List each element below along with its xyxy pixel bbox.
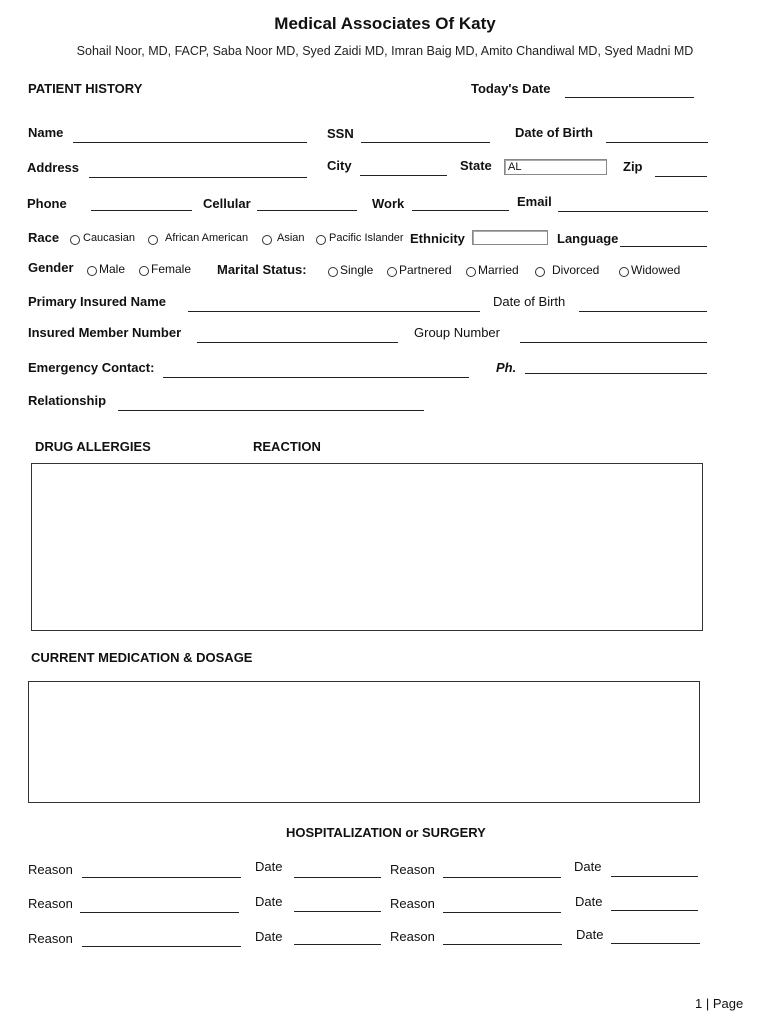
insured-dob-label: Date of Birth [493,294,566,309]
state-select[interactable]: AL [504,159,607,175]
emergency-phone-field[interactable] [525,373,707,374]
race-radio-african-american[interactable] [148,235,158,245]
form-title: Medical Associates Of Katy [274,14,496,33]
hosp-date-label: Date [576,927,604,942]
work-label: Work [372,196,405,211]
race-option-label: Asian [277,232,305,244]
race-option-label: Pacific Islander [329,232,404,244]
hosp-reason-field[interactable] [82,946,241,947]
drug-allergies-heading: DRUG ALLERGIES [35,439,151,454]
work-field[interactable] [412,210,509,211]
marital-status-label: Marital Status: [217,262,307,277]
emergency-contact-field[interactable] [163,377,469,378]
hosp-date-field[interactable] [611,943,700,944]
hosp-reason-field[interactable] [80,912,239,913]
todays-date-field[interactable] [565,97,694,98]
hospitalization-heading: HOSPITALIZATION or SURGERY [286,825,486,840]
insured-member-label: Insured Member Number [28,325,182,340]
hosp-date-field[interactable] [294,877,381,878]
gender-radio-female[interactable] [139,266,149,276]
hosp-date-field[interactable] [611,876,698,877]
hosp-reason-label: Reason [390,929,435,944]
zip-label: Zip [623,159,643,174]
hosp-date-label: Date [575,894,603,909]
race-radio-caucasian[interactable] [70,235,80,245]
hosp-reason-label: Reason [28,896,73,911]
primary-insured-label: Primary Insured Name [28,294,167,309]
current-medication-textarea[interactable] [28,681,700,803]
emergency-phone-label: Ph. [496,360,517,375]
marital-radio-single[interactable] [328,267,338,277]
hosp-reason-field[interactable] [443,877,561,878]
city-label: City [327,158,352,173]
dob-label: Date of Birth [515,125,593,140]
current-medication-heading: CURRENT MEDICATION & DOSAGE [31,650,253,665]
marital-radio-partnered[interactable] [387,267,397,277]
hosp-date-field[interactable] [294,911,381,912]
ethnicity-select[interactable] [472,230,548,245]
gender-option-label: Male [99,262,126,276]
race-option-label: African American [165,232,249,244]
hosp-reason-field[interactable] [82,877,241,878]
hosp-date-label: Date [574,859,602,874]
group-number-label: Group Number [414,325,500,340]
hosp-date-label: Date [255,859,283,874]
dob-field[interactable] [606,142,708,143]
email-label: Email [517,194,552,209]
marital-option-label: Widowed [631,263,681,277]
race-radio-pacific-islander[interactable] [316,235,326,245]
gender-label: Gender [28,260,74,275]
name-field[interactable] [73,142,307,143]
hosp-reason-label: Reason [28,862,73,877]
hosp-reason-field[interactable] [443,944,562,945]
marital-option-label: Single [340,263,374,277]
marital-radio-divorced[interactable] [535,267,545,277]
marital-option-label: Married [478,263,519,277]
race-label: Race [28,230,60,245]
gender-option-label: Female [151,262,192,276]
ethnicity-label: Ethnicity [410,231,465,246]
hosp-date-field[interactable] [294,944,381,945]
race-radio-asian[interactable] [262,235,272,245]
race-option-label: Caucasian [83,232,135,244]
zip-field[interactable] [655,176,707,177]
email-field[interactable] [558,211,708,212]
language-label: Language [557,231,619,246]
section-patient-history: PATIENT HISTORY [28,81,143,96]
hosp-date-field[interactable] [611,910,698,911]
hosp-reason-label: Reason [390,862,435,877]
city-field[interactable] [360,175,447,176]
marital-radio-widowed[interactable] [619,267,629,277]
language-field[interactable] [620,246,707,247]
hosp-reason-field[interactable] [443,912,561,913]
state-label: State [460,158,492,173]
hosp-reason-label: Reason [390,896,435,911]
doctors-list: Sohail Noor, MD, FACP, Saba Noor MD, Syed Zaidi MD, Imran Baig MD, Amito Chandiwal MD, Syed Madni MD [76,44,694,58]
name-label: Name [28,125,64,140]
emergency-contact-label: Emergency Contact: [28,360,155,375]
hosp-reason-label: Reason [28,931,73,946]
todays-date-label: Today's Date [471,81,551,96]
cellular-label: Cellular [203,196,251,211]
insured-member-field[interactable] [197,342,398,343]
page-number: 1 | Page [695,996,744,1011]
insured-dob-field[interactable] [579,311,707,312]
address-label: Address [27,160,80,175]
drug-allergies-textarea[interactable] [31,463,703,631]
gender-radio-male[interactable] [87,266,97,276]
address-field[interactable] [89,177,307,178]
reaction-heading: REACTION [253,439,321,454]
ssn-label: SSN [327,126,354,141]
hosp-date-label: Date [255,929,283,944]
phone-field[interactable] [91,210,192,211]
ssn-field[interactable] [361,142,490,143]
marital-radio-married[interactable] [466,267,476,277]
relationship-field[interactable] [118,410,424,411]
relationship-label: Relationship [28,393,107,408]
phone-label: Phone [27,196,67,211]
marital-option-label: Divorced [552,263,600,277]
primary-insured-field[interactable] [188,311,480,312]
hosp-date-label: Date [255,894,283,909]
marital-option-label: Partnered [399,263,452,277]
cellular-field[interactable] [257,210,357,211]
group-number-field[interactable] [520,342,707,343]
